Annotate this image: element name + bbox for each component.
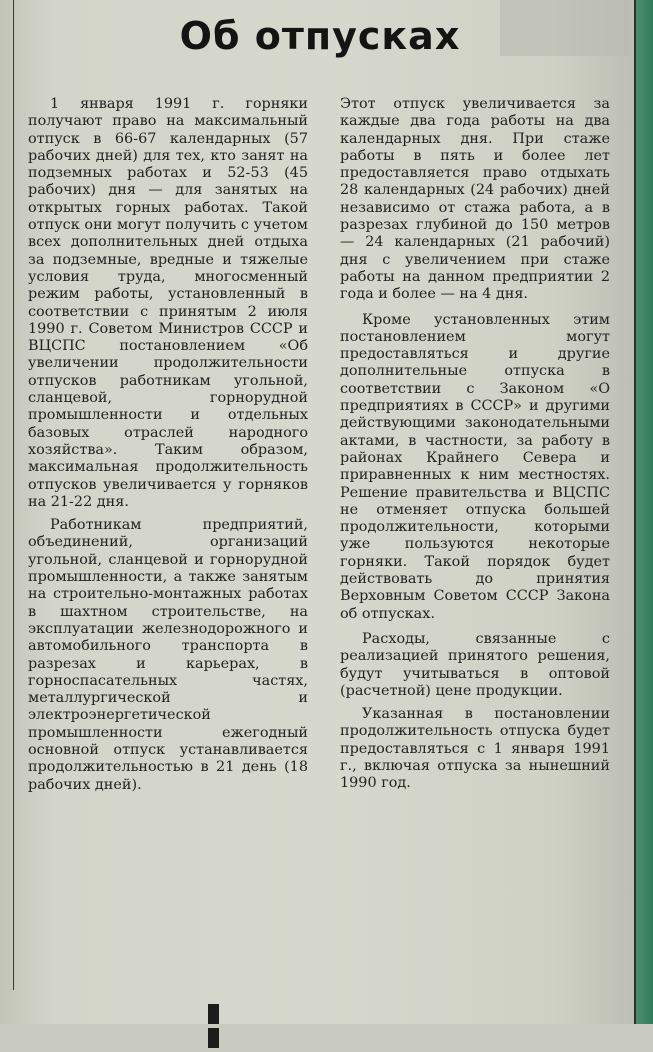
paragraph: Работникам предприятий, объединений, организаций угольной, сланцевой и горнорудной промышленности, а также занятым на строительно-монтажных работах в шахтном строительстве, на эксплуатации железнодорожного и автомобильного транспорта в разрезах и карьерах, в горноспасательных частях, металлургической и электроэнергетической промышленности ежегодный основной отпуск устанавливается продолжительностью в 21 день (18 рабочих дней). (28, 517, 308, 793)
paragraph: Расходы, связанные с реализацией принятого решения, будут учитываться в оптовой (расчетной) цене продукции. (340, 630, 610, 699)
next-headline-fragment (208, 1004, 244, 1024)
article-column-left (28, 96, 308, 800)
article-column-right (340, 96, 610, 799)
article-title: Об отпусках (179, 14, 461, 58)
paragraph: Этот отпуск увеличивается за каждые два года работы на два календарных дня. При стаже работы в пять и более лет предоставляется право отдыхать 28 календарных (24 рабочих) дней независимо от стажа работа, а в разрезах глубиной до 150 метров — 24 календарных (21 рабочий) дня с увеличением при стаже работы на данном предприятии 2 года и более — на 4 дня. (340, 96, 610, 303)
paragraph: Указанная в постановлении продолжительность отпуска будет предоставляться с 1 января 1991 г., включая отпуска за нынешний 1990 год. (340, 706, 610, 792)
paragraph: Кроме установленных этим постановлением могут предоставляться и другие дополнительные отпуска в соответствии с Законом «О предприятиях в СССР» и другими действующими законодательными актами, в частности, за работу в районах Крайнего Севера и приравненных к ним местностях. Решение правительства и ВЦСПС не отменяет отпуска большей продолжительности, которыми уже пользуются некоторые горняки. Такой порядок будет действовать до принятия Верховным Советом СССР Закона об отпусках. (340, 311, 610, 622)
column-rule-left (13, 0, 14, 990)
page-edge (636, 0, 653, 1024)
paragraph: 1 января 1991 г. горняки получают право на максимальный отпуск в 66-67 календарных (57 рабочих дней) для тех, кто занят на подземных работах и 52-53 (45 рабочих) дня — для занятых на открытых горных работах. Такой отпуск они могут получить с учетом всех дополнительных дней отдыха за подземные, вредные и тяжелые условия труда, многосменный режим работы, установленный в соответствии с принятым 2 июля 1990 г. Советом Министров СССР и ВЦСПС постановлением «Об увеличении продолжительности отпусков работникам угольной, сланцевой, горнорудной промышленности и отдельных базовых отраслей народного хозяйства». Таким образом, максимальная продолжительность отпусков увеличивается у горняков на 21-22 дня. (28, 96, 308, 510)
